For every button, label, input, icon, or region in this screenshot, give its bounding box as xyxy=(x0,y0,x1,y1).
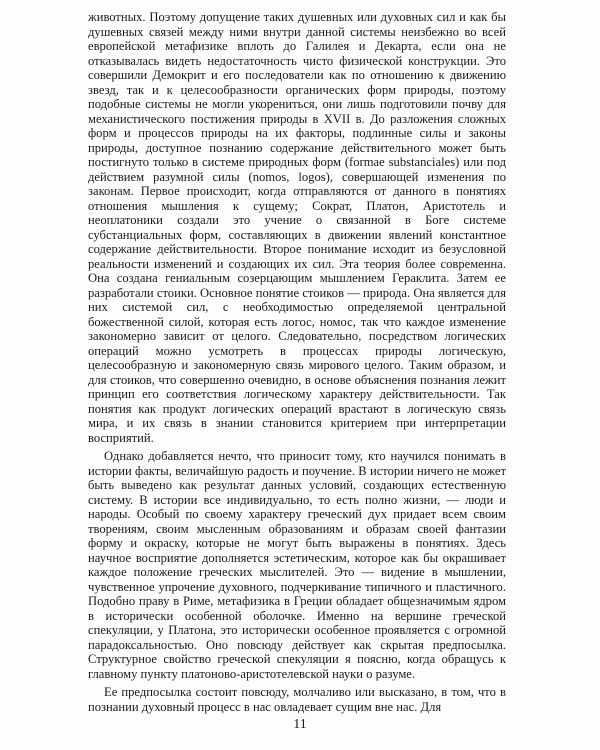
page-number: 11 xyxy=(293,717,307,732)
body-text xyxy=(88,10,506,714)
paragraph-3: Ее предпосылка состоит повсюду, молчаливо или высказано, в том, что в познании духовный процесс в нас овладевает сущим вне нас. Для xyxy=(88,685,506,714)
paragraph-1: животных. Поэтому допущение таких душевных или духовных сил и как бы душевных связей между ними внутри данной системы неизбежно во всей европейской метафизике вплоть до Галилея и Декарта, если она не отказывалась видеть недостаточность чисто физической конструкции. Это совершили Демокрит и его последователи как по отношению к движению звезд, так и к целесообразности органических форм природы, поэтому подобные системы не могли укорениться, они лишь подготовили почву для механистического постижения природы в XVII в. До разложения сложных форм и процессов природы на их факторы, подлинные силы и законы природы, доступное познанию содержание действительного может быть постигнуто только в системе природных форм (formae substanciales) или под действием разумной силы (nomos, logos), совершающей изменения по законам. Первое происходит, когда отправляются от данного в понятиях отношения мышления к сущему; Сократ, Платон, Аристотель и неоплатоники создали это учение о связанной в Боге системе субстанциальных форм, составляющих в движении явлений константное содержание действительности. Второе понимание исходит из безусловной реальности изменений и создающих их сил. Эта теория более современна. Она создана гениальным созерцающим мышлением Гераклита. Затем ее разработали стоики. Основное понятие стоиков — природа. Она является для них системой сил, с необходимостью определяемой центральной божественной силой, которая есть логос, номос, так что каждое изменение закономерно зависит от целого. Следовательно, посредством логических операций можно усмотреть в процессах природы логическую, целесообразную и закономерную связь мирового целого. Таким образом, и для стоиков, что совершенно очевидно, в основе объяснения познания лежит принцип его соответствия логическому характеру действительности. Так понятия как продукт логических операций врастают в логическую связь мира, и их связь в знании становится критерием при интерпретации восприятий. xyxy=(88,10,506,445)
paragraph-2: Однако добавляется нечто, что приносит тому, кто научился понимать в истории факты, величайшую радость и поучение. В истории ничего не может быть выведено как результат данных условий, создающих естественную систему. В истории все индивидуально, то есть полно жизни, — люди и народы. Особый по своему характеру греческий дух придает всем своим творениям, своим мысленным образованиям и образам своей фантазии форму и окраску, которые не могут быть выражены в понятиях. Здесь научное восприятие дополняется эстетическим, которое как бы окрашивает каждое положение греческих мыслителей. Это — видение в мышлении, чувственное упрочение духовного, подчеркивание типичного и пластичного. Подобно праву в Риме, метафизика в Греции обладает общезначимым ядром в исторически особенной оболочке. Именно на вершине греческой спекуляции, у Платона, это исторически особенное проявляется с огромной парадоксальностью. Оно повсюду действует как скрытая предпосылка. Структурное свойство греческой спекуляции я поясню, когда обращусь к главному пункту платоново-аристотелевской науки о разуме. xyxy=(88,449,506,681)
